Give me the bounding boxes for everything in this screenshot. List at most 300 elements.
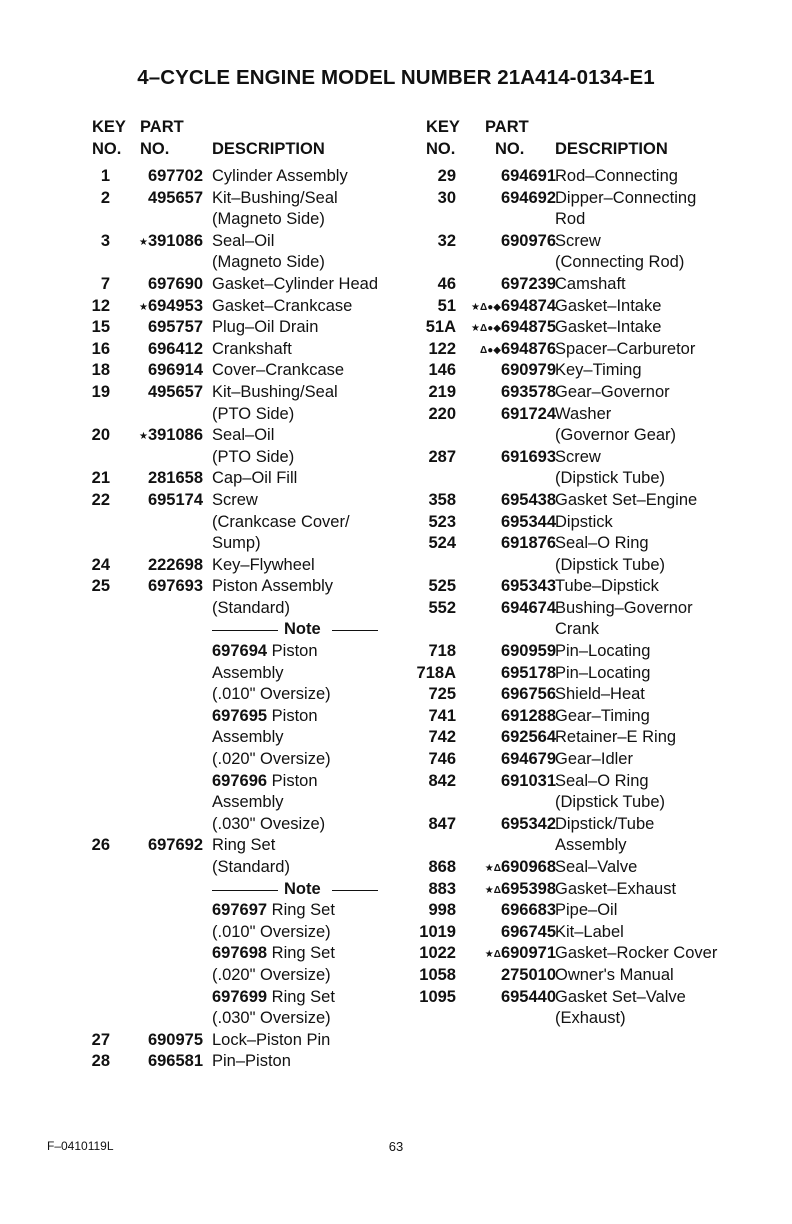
part-number: 695344 (500, 512, 556, 531)
description-header: DESCRIPTION (212, 140, 325, 158)
parts-row (86, 576, 416, 598)
description-text: (Standard) (212, 858, 290, 876)
key-number: 29 (437, 167, 456, 185)
part-number: 694875 (500, 318, 556, 337)
divider-rule (212, 890, 278, 891)
part-description (555, 555, 665, 577)
parts-row (86, 274, 416, 296)
part-number: 695398 (500, 879, 556, 898)
description-text: Spacer–Carburetor (555, 339, 696, 358)
description-text: Cylinder Assembly (212, 167, 348, 185)
part-description (212, 922, 331, 944)
description-text: Gasket–Intake (555, 296, 662, 315)
page-title: 4–CYCLE ENGINE MODEL NUMBER 21A414-0134-E1 (137, 66, 655, 89)
parts-row (408, 706, 788, 728)
parts-row (86, 339, 416, 361)
description-text: Kit–Bushing/Seal (212, 382, 338, 401)
key-number: 22 (91, 490, 110, 509)
key-number: 524 (428, 534, 456, 553)
part-number-cell (116, 296, 203, 319)
part-number-cell (116, 835, 203, 858)
key-number: 25 (91, 577, 110, 596)
part-number-cell (456, 188, 556, 211)
parts-row (86, 512, 416, 534)
description-text: Assembly (212, 728, 284, 747)
part-description (212, 727, 284, 749)
part-description (212, 943, 335, 965)
part-number: 691876 (500, 534, 556, 553)
parts-row (86, 792, 416, 814)
part-number: 694691 (500, 167, 556, 185)
parts-row (408, 641, 788, 663)
part-number: 694953 (147, 296, 203, 315)
part-description (555, 814, 654, 836)
alternate-part-number: 697695 (212, 706, 268, 725)
description-text: Seal–Oil (212, 426, 275, 445)
parts-row (408, 835, 788, 857)
parts-row (86, 727, 416, 749)
part-number: 694692 (500, 188, 556, 207)
description-text: (Governor Gear) (555, 426, 677, 445)
parts-row (408, 684, 788, 706)
part-description (555, 727, 676, 749)
part-number-cell (456, 382, 556, 405)
part-number-cell (456, 965, 556, 988)
part-description (555, 598, 693, 620)
parts-row (408, 663, 788, 685)
part-description (555, 943, 717, 965)
part-description (212, 188, 338, 210)
parts-row (408, 922, 788, 944)
part-description (212, 490, 258, 512)
parts-column-left (86, 118, 416, 1073)
description-text: Assembly (555, 836, 627, 855)
description-text: Piston (267, 642, 318, 661)
part-description (212, 857, 290, 879)
parts-row (86, 641, 416, 663)
part-number: 695174 (147, 490, 203, 509)
key-number: 26 (91, 836, 110, 855)
description-text: Sump) (212, 534, 261, 553)
part-number-cell (116, 166, 203, 189)
parts-row (86, 447, 416, 469)
part-number: 690979 (500, 361, 556, 380)
description-text: Ring Set (267, 944, 335, 963)
part-number: 391086 (147, 231, 203, 250)
parts-row (408, 598, 788, 620)
parts-row (408, 468, 788, 490)
part-number: 691724 (500, 404, 556, 423)
part-number-cell (456, 339, 556, 362)
key-number: 742 (428, 728, 456, 747)
note-label: Note (284, 879, 321, 898)
parts-row (86, 166, 416, 188)
parts-row (86, 252, 416, 274)
key-number: 998 (428, 901, 456, 920)
part-description (212, 447, 294, 469)
part-number: 694674 (500, 598, 556, 617)
part-number-cell (456, 663, 556, 686)
part-number-cell (456, 641, 556, 664)
part-header-top: PART (140, 118, 184, 136)
part-symbol: ★Δ (484, 949, 501, 961)
part-number: 690975 (147, 1030, 203, 1049)
description-text: Seal–Oil (212, 231, 275, 250)
key-number: 32 (437, 231, 456, 250)
part-number: 391086 (147, 426, 203, 445)
part-description (212, 274, 378, 296)
part-description (212, 382, 338, 404)
key-number: 51 (437, 296, 456, 315)
key-number: 1019 (419, 922, 456, 941)
note-divider-line (212, 879, 382, 901)
part-number: 281658 (147, 469, 203, 488)
part-number-cell (116, 555, 203, 578)
part-symbol: ★Δ●◆ (471, 323, 501, 335)
alternate-part-number: 697697 (212, 901, 268, 920)
parts-row (408, 252, 788, 274)
part-description (212, 166, 348, 188)
description-text: Gasket–Cylinder Head (212, 274, 378, 293)
part-symbol: ★ (138, 301, 148, 313)
part-description (555, 771, 649, 793)
part-number: 696914 (147, 361, 203, 380)
description-text: Seal–O Ring (555, 534, 649, 553)
part-description (212, 555, 315, 577)
key-number: 868 (428, 858, 456, 876)
description-text: Pin–Locating (555, 642, 651, 661)
part-number-cell (456, 771, 556, 794)
part-description (555, 490, 697, 512)
part-description (555, 987, 686, 1009)
parts-row (86, 209, 416, 231)
part-number: 697690 (147, 274, 203, 293)
part-number: 696581 (147, 1052, 203, 1071)
page-number: 63 (388, 1139, 404, 1154)
description-text: Assembly (212, 663, 284, 682)
description-text: Ring Set (212, 836, 276, 855)
part-number-cell (456, 857, 556, 880)
key-number: 46 (437, 274, 456, 293)
parts-row (86, 663, 416, 685)
parts-row (86, 296, 416, 318)
key-number: 18 (91, 361, 110, 380)
description-text: Assembly (212, 793, 284, 812)
description-text: (.010" Oversize) (212, 922, 331, 941)
alternate-part-number: 697696 (212, 771, 268, 790)
parts-row (86, 598, 416, 620)
part-number: 495657 (147, 188, 203, 207)
key-header-bottom: NO. (92, 140, 122, 158)
description-text: Shield–Heat (555, 685, 645, 704)
key-number: 146 (428, 361, 456, 380)
part-number: 695438 (500, 490, 556, 509)
divider-rule (332, 630, 378, 631)
parts-row (408, 900, 788, 922)
parts-row (86, 188, 416, 210)
part-description (555, 512, 613, 534)
key-number: 358 (428, 490, 456, 509)
part-number-cell (456, 943, 556, 966)
parts-row (408, 727, 788, 749)
part-description (212, 706, 318, 728)
part-description (212, 512, 350, 534)
description-text: Pin–Locating (555, 663, 651, 682)
parts-row (408, 533, 788, 555)
description-text: Gasket Set–Engine (555, 490, 698, 509)
parts-row (86, 490, 416, 512)
part-description (555, 296, 661, 318)
part-number-cell (456, 231, 556, 254)
key-number: 725 (428, 685, 456, 704)
description-text: Key–Flywheel (212, 555, 315, 574)
parts-row (86, 965, 416, 987)
parts-row (408, 1008, 788, 1030)
description-text: Cap–Oil Fill (212, 469, 298, 488)
parts-row (408, 576, 788, 598)
description-text: Owner's Manual (555, 965, 674, 984)
part-description (555, 382, 670, 404)
part-number: 691031 (500, 771, 556, 790)
part-number: 695342 (500, 814, 556, 833)
part-description (555, 900, 617, 922)
parts-row (408, 339, 788, 361)
key-number: 220 (428, 404, 456, 423)
description-text: Crankshaft (212, 339, 292, 358)
part-number-cell (456, 296, 556, 319)
parts-column-right (408, 118, 788, 1030)
part-number-cell (456, 987, 556, 1010)
description-text: Ring Set (267, 987, 335, 1006)
description-text: Dipstick (555, 512, 613, 531)
part-description (555, 749, 633, 771)
key-number: 21 (91, 469, 110, 488)
part-description (555, 965, 674, 987)
parts-row (408, 987, 788, 1009)
key-number: 122 (428, 339, 456, 358)
description-text: (PTO Side) (212, 447, 295, 466)
key-number: 27 (91, 1030, 110, 1049)
description-text: Tube–Dipstick (555, 577, 659, 596)
description-text: Gear–Timing (555, 706, 650, 725)
part-number-cell (116, 425, 203, 448)
part-description (555, 404, 611, 426)
key-header-top: KEY (426, 118, 460, 136)
parts-row (86, 835, 416, 857)
part-description (212, 533, 261, 555)
description-text: (.010" Oversize) (212, 685, 331, 704)
description-text: Dipstick/Tube (555, 814, 655, 833)
part-description (212, 663, 284, 685)
description-text: (.030" Ovesize) (212, 814, 326, 833)
parts-row (86, 706, 416, 728)
part-description (212, 987, 335, 1009)
part-description (555, 879, 676, 901)
description-text: (.020" Oversize) (212, 750, 331, 769)
part-number-cell (116, 188, 203, 211)
parts-row (408, 425, 788, 447)
parts-row (86, 533, 416, 555)
description-text: Ring Set (267, 901, 335, 920)
part-description (212, 360, 344, 382)
part-description (555, 209, 585, 231)
part-number: 697692 (147, 836, 203, 855)
part-number-cell (456, 512, 556, 535)
description-text: Kit–Bushing/Seal (212, 188, 338, 207)
parts-row (408, 792, 788, 814)
key-number: 2 (100, 188, 110, 207)
part-description (212, 641, 318, 663)
part-description (212, 317, 318, 339)
part-number-cell (116, 360, 203, 383)
parts-row (408, 382, 788, 404)
description-text: (Magneto Side) (212, 253, 325, 272)
part-description (212, 404, 294, 426)
part-number-cell (456, 404, 556, 427)
alternate-part-number: 697698 (212, 944, 268, 963)
part-number-cell (456, 533, 556, 556)
parts-row (86, 382, 416, 404)
part-number-cell (116, 468, 203, 491)
part-number-cell (456, 317, 556, 340)
part-number-cell (456, 900, 556, 923)
key-number: 842 (428, 771, 456, 790)
description-text: Bushing–Governor (555, 598, 693, 617)
parts-row (86, 1051, 416, 1073)
description-text: Dipper–Connecting (555, 188, 697, 207)
description-text: (Connecting Rod) (555, 253, 685, 272)
part-description (555, 619, 599, 641)
key-number: 525 (428, 577, 456, 596)
part-description (212, 684, 331, 706)
key-number: 219 (428, 382, 456, 401)
description-text: Gasket–Exhaust (555, 879, 677, 898)
parts-row (86, 1030, 416, 1052)
description-text: Lock–Piston Pin (212, 1030, 331, 1049)
parts-row (86, 684, 416, 706)
parts-row (86, 1008, 416, 1030)
part-description (212, 209, 325, 231)
description-text: Piston Assembly (212, 577, 334, 596)
parts-row (408, 360, 788, 382)
description-text: Camshaft (555, 274, 626, 293)
description-header: DESCRIPTION (555, 140, 668, 158)
part-description (555, 576, 659, 598)
key-number: 847 (428, 814, 456, 833)
description-text: (Standard) (212, 598, 290, 617)
part-description (555, 360, 642, 382)
parts-row (86, 555, 416, 577)
description-text: Screw (555, 447, 601, 466)
parts-row (86, 771, 416, 793)
key-number: 12 (91, 296, 110, 315)
description-text: (.030" Oversize) (212, 1009, 331, 1028)
parts-row (408, 857, 788, 879)
part-number-cell (116, 1030, 203, 1053)
parts-row (86, 231, 416, 253)
part-number-cell (116, 274, 203, 297)
part-description (555, 533, 649, 555)
description-text: Gasket–Crankcase (212, 296, 353, 315)
parts-row (408, 943, 788, 965)
column-header (408, 118, 788, 166)
part-number: 696756 (500, 685, 556, 704)
part-number: 695343 (500, 577, 556, 596)
description-text: Gear–Idler (555, 750, 633, 769)
key-number: 746 (428, 750, 456, 769)
part-number-cell (116, 1051, 203, 1074)
alternate-part-number: 697699 (212, 987, 268, 1006)
description-text: (Dipstick Tube) (555, 469, 666, 488)
parts-row (408, 274, 788, 296)
part-number-cell (456, 706, 556, 729)
part-description (555, 835, 627, 857)
part-description (555, 1008, 626, 1030)
key-number: 19 (91, 382, 110, 401)
part-description (555, 252, 684, 274)
part-description (212, 1008, 331, 1030)
part-description (555, 274, 626, 296)
description-text: Washer (555, 404, 612, 423)
part-number: 690971 (500, 944, 556, 963)
part-description (212, 339, 292, 361)
parts-row (408, 771, 788, 793)
key-header-top: KEY (92, 118, 126, 136)
part-description (555, 447, 601, 469)
key-number: 15 (91, 318, 110, 337)
part-number: 696683 (500, 901, 556, 920)
part-description (212, 1030, 330, 1052)
part-symbol: ★Δ (484, 863, 501, 874)
part-number-cell (116, 382, 203, 405)
part-header-bottom: NO. (140, 140, 170, 158)
part-number-cell (456, 490, 556, 513)
parts-row (408, 231, 788, 253)
description-text: (Crankcase Cover/ (212, 512, 350, 531)
part-description (212, 814, 325, 836)
description-text: Crank (555, 620, 600, 639)
parts-row (86, 857, 416, 879)
parts-row (408, 965, 788, 987)
parts-row (408, 879, 788, 901)
key-number: 718 (428, 642, 456, 661)
part-number-cell (116, 490, 203, 513)
part-number: 690959 (500, 642, 556, 661)
description-text: Screw (212, 490, 258, 509)
part-description (212, 576, 333, 598)
part-number: 692564 (500, 728, 556, 747)
part-number-cell (456, 879, 556, 902)
part-description (212, 792, 284, 814)
part-number: 697702 (147, 167, 203, 185)
column-header (86, 118, 416, 166)
part-number-cell (456, 814, 556, 837)
alternate-part-number: 697694 (212, 642, 268, 661)
part-description (212, 1051, 291, 1073)
description-text: Key–Timing (555, 361, 642, 380)
description-text: Pin–Piston (212, 1052, 291, 1071)
key-number: 1058 (419, 965, 456, 984)
part-description (212, 468, 297, 490)
part-number: 690976 (500, 231, 556, 250)
parts-row (408, 447, 788, 469)
part-number-cell (456, 598, 556, 621)
part-description (555, 857, 637, 879)
parts-list (408, 166, 788, 1030)
description-text: (Exhaust) (555, 1009, 626, 1028)
note-divider (86, 619, 416, 641)
parts-row (86, 425, 416, 447)
